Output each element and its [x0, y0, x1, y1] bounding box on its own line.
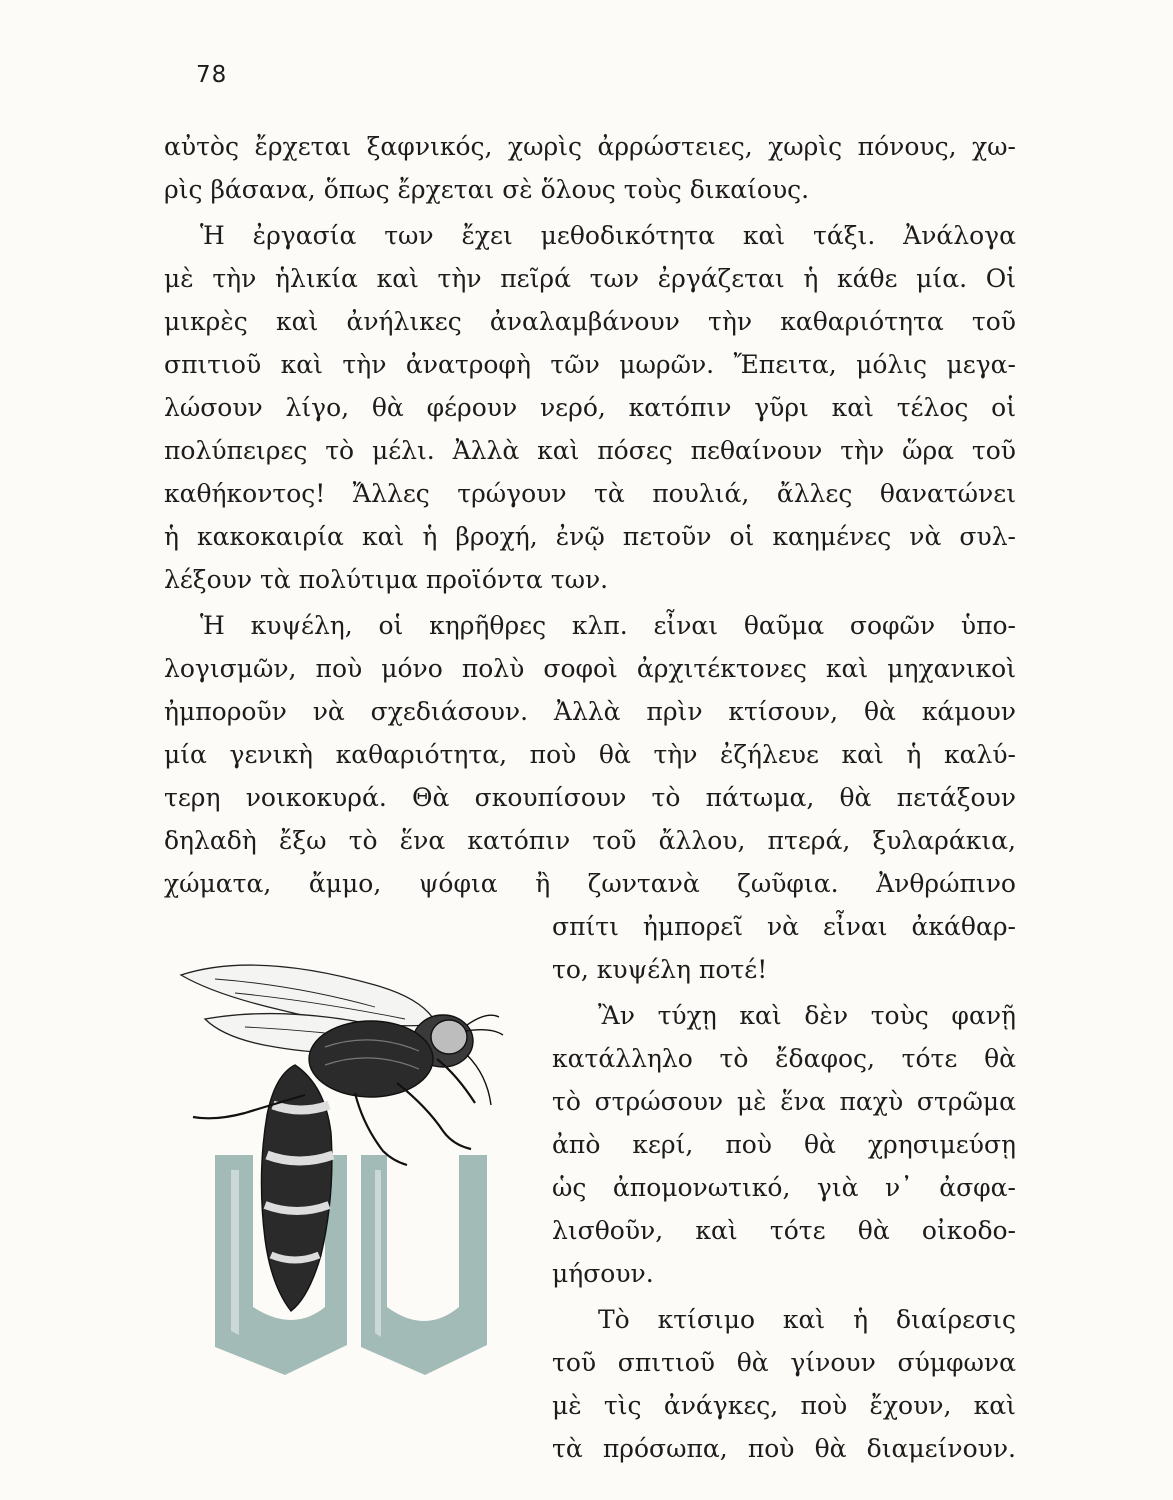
- text-line: Ἡ ἐργασία των ἔχει μεθοδικότητα καὶ τάξι. Ἀνάλογα: [200, 221, 1016, 250]
- text-line: ἀπὸ κερί, ποὺ θὰ χρησιμεύσῃ: [552, 1130, 1016, 1159]
- text-line: σπίτι ἠμπορεῖ νὰ εἶναι ἀκάθαρ-: [552, 912, 1016, 941]
- text-line: λώσουν λίγο, θὰ φέρουν νερό, κατόπιν γῦρι καὶ τέλος οἱ: [164, 393, 1016, 422]
- text-line: αὐτὸς ἔρχεται ξαφνικός, χωρὶς ἀρρώστειες, χωρὶς πόνους, χω-: [164, 132, 1016, 161]
- text-line: Ἂν τύχῃ καὶ δὲν τοὺς φανῇ: [598, 1001, 1016, 1030]
- page-number: 78: [196, 62, 228, 88]
- bee-thorax: [309, 1021, 433, 1097]
- text-line: μὲ τὶς ἀνάγκες, ποὺ ἔχουν, καὶ: [552, 1391, 1016, 1420]
- text-line: τὰ πρόσωπα, ποὺ θὰ διαμείνουν.: [552, 1434, 1016, 1463]
- text-line: ρὶς βάσανα, ὅπως ἔρχεται σὲ ὅλους τοὺς δικαίους.: [164, 175, 810, 204]
- text-line: Ἡ κυψέλη, οἱ κηρῆθρες κλπ. εἶναι θαῦμα σοφῶν ὑπο-: [200, 611, 1016, 640]
- text-line: το, κυψέλη ποτέ!: [552, 955, 768, 984]
- text-line: τὸ στρώσουν μὲ ἕνα παχὺ στρῶμα: [552, 1087, 1016, 1116]
- text-line: σπιτιοῦ καὶ τὴν ἀνατροφὴ τῶν μωρῶν. Ἔπειτα, μόλις μεγα-: [164, 350, 1016, 379]
- bee-illustration: [175, 955, 515, 1395]
- text-line: ἡ κακοκαιρία καὶ ἡ βροχή, ἐνῷ πετοῦν οἱ καημένες νὰ συλ-: [164, 522, 1016, 551]
- text-line: λισθοῦν, καὶ τότε θὰ οἰκοδο-: [552, 1216, 1016, 1245]
- text-line: λέξουν τὰ πολύτιμα προϊόντα των.: [164, 565, 609, 594]
- text-line: δηλαδὴ ἔξω τὸ ἕνα κατόπιν τοῦ ἄλλου, πτερά, ξυλαράκια,: [164, 826, 1016, 855]
- text-line: χώματα, ἄμμο, ψόφια ἢ ζωντανὰ ζωῦφια. Ἀνθρώπινο: [164, 869, 1016, 898]
- text-line: τερη νοικοκυρά. Θὰ σκουπίσουν τὸ πάτωμα, θὰ πετάξουν: [164, 783, 1016, 812]
- text-line: Τὸ κτίσιμο καὶ ἡ διαίρεσις: [598, 1305, 1016, 1334]
- text-line: κατάλληλο τὸ ἔδαφος, τότε θὰ: [552, 1044, 1016, 1073]
- text-line: μήσουν.: [552, 1259, 654, 1288]
- bee-abdomen: [261, 1065, 333, 1311]
- text-line: πολύπειρες τὸ μέλι. Ἀλλὰ καὶ πόσες πεθαίνουν τὴν ὥρα τοῦ: [164, 436, 1016, 465]
- text-line: ὡς ἀπομονωτικό, γιὰ ν᾽ ἀσφα-: [552, 1173, 1016, 1202]
- text-line: μία γενικὴ καθαριότητα, ποὺ θὰ τὴν ἐζήλευε καὶ ἡ καλύ-: [164, 740, 1016, 769]
- honeycomb-cells: [215, 1155, 487, 1375]
- text-line: τοῦ σπιτιοῦ θὰ γίνουν σύμφωνα: [552, 1348, 1016, 1377]
- text-line: ἠμποροῦν νὰ σχεδιάσουν. Ἀλλὰ πρὶν κτίσουν, θὰ κάμουν: [164, 697, 1016, 726]
- text-line: λογισμῶν, ποὺ μόνο πολὺ σοφοὶ ἀρχιτέκτονες καὶ μηχανικοὶ: [164, 654, 1016, 683]
- text-line: μὲ τὴν ἡλικία καὶ τὴν πεῖρά των ἐργάζεται ἡ κάθε μία. Οἱ: [164, 264, 1016, 293]
- text-line: μικρὲς καὶ ἀνήλικες ἀναλαμβάνουν τὴν καθαριότητα τοῦ: [164, 307, 1016, 336]
- text-line: καθήκοντος! Ἄλλες τρώγουν τὰ πουλιά, ἄλλες θανατώνει: [164, 479, 1016, 508]
